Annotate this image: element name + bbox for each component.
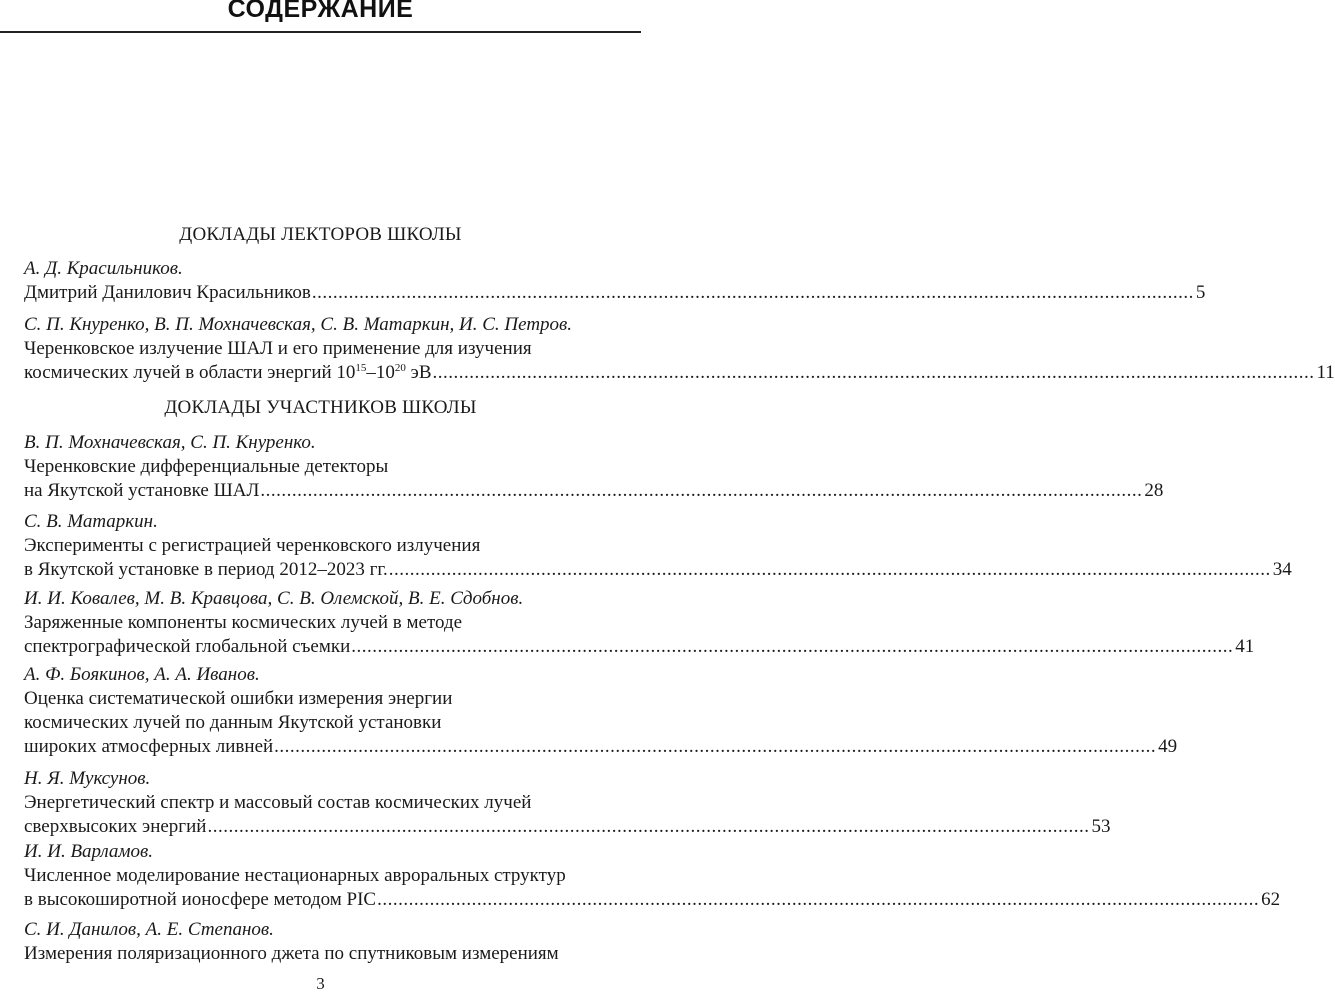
dot-leader: ........................................................................................................................................................................ xyxy=(260,480,1143,501)
dot-leader: ........................................................................................................................................................................ xyxy=(311,282,1194,303)
entry-page-number: 34 xyxy=(1272,559,1292,580)
page-number: 3 xyxy=(316,974,325,993)
entry-title-line: Численное моделирование нестационарных авроральных структур xyxy=(24,865,566,886)
section-title-participants: ДОКЛАДЫ УЧАСТНИКОВ ШКОЛЫ xyxy=(164,397,477,418)
entry-title-line xyxy=(24,888,1281,912)
toc-entry xyxy=(24,510,1292,582)
entry-authors: А. Д. Красильников. xyxy=(24,258,183,279)
dot-leader: ........................................................................................................................................................................ xyxy=(377,889,1260,910)
entry-page-number: 11 xyxy=(1316,362,1335,383)
entry-authors: В. П. Мохначевская, С. П. Кнуренко. xyxy=(24,432,316,453)
toc-entry xyxy=(24,918,616,966)
section-title-lecturers: ДОКЛАДЫ ЛЕКТОРОВ ШКОЛЫ xyxy=(179,224,462,245)
entry-authors: А. Ф. Боякинов, А. А. Иванов. xyxy=(24,664,260,685)
entry-title-line: Эксперименты с регистрацией черенковского излучения xyxy=(24,535,481,556)
entry-title-line: космических лучей по данным Якутской установки xyxy=(24,712,442,733)
entry-page-number: 53 xyxy=(1091,816,1111,837)
header-divider xyxy=(0,31,641,33)
dot-leader: ........................................................................................................................................................................ xyxy=(274,736,1157,757)
entry-title-line: Энергетический спектр и массовый состав космических лучей xyxy=(24,792,532,813)
entry-title-line: Измерения поляризационного джета по спутниковым измерениям xyxy=(24,943,559,964)
energy-exponent: 20 xyxy=(394,362,406,374)
dot-leader: ........................................................................................................................................................................ xyxy=(432,362,1315,383)
entry-title-line xyxy=(24,479,1164,503)
entry-page-number: 62 xyxy=(1261,889,1281,910)
toc-entry xyxy=(24,840,1281,912)
entry-title-line xyxy=(24,281,1206,305)
entry-title-text: космических лучей в области энергий $10^{15}-10^{20}$ эВ xyxy=(24,362,432,383)
dot-leader: ........................................................................................................................................................................ xyxy=(207,816,1090,837)
entry-title-line xyxy=(24,361,1335,385)
entry-authors: С. В. Матаркин. xyxy=(24,511,158,532)
entry-page-number: 41 xyxy=(1235,636,1255,657)
toc-entry xyxy=(24,587,1255,659)
toc-entry xyxy=(24,313,1335,385)
entry-title-text: Дмитрий Данилович Красильников xyxy=(24,282,311,303)
entry-title-text: широких атмосферных ливней xyxy=(24,736,274,757)
toc-entry xyxy=(24,663,1178,759)
toc-entry xyxy=(24,431,1164,503)
entry-title-text: спектрографической глобальной съемки xyxy=(24,636,351,657)
entry-title-text: на Якутской установке ШАЛ xyxy=(24,480,260,501)
entry-authors: Н. Я. Муксунов. xyxy=(24,768,151,789)
entry-title-text: в высокоширотной ионосфере методом PIC xyxy=(24,889,377,910)
entry-title-text: сверхвысоких энергий xyxy=(24,816,207,837)
toc-entry xyxy=(24,767,1111,839)
toc-entry xyxy=(24,257,1206,305)
entry-page-number: 5 xyxy=(1195,282,1206,303)
entry-title-line: Черенковские дифференциальные детекторы xyxy=(24,456,389,477)
dot-leader: ........................................................................................................................................................................ xyxy=(351,636,1234,657)
entry-title-line xyxy=(24,635,1255,659)
energy-exponent: 15 xyxy=(355,362,367,374)
entry-authors: С. П. Кнуренко, В. П. Мохначевская, С. В. Матаркин, И. С. Петров. xyxy=(24,314,573,335)
entry-title-line xyxy=(24,815,1111,839)
entry-authors: И. И. Варламов. xyxy=(24,841,153,862)
entry-title-text: в Якутской установке в период 2012–2023 гг. xyxy=(24,559,388,580)
entry-page-number: 28 xyxy=(1144,480,1164,501)
entry-title-line: Оценка систематической ошибки измерения энергии xyxy=(24,688,453,709)
entry-title-line: Черенковское излучение ШАЛ и его применение для изучения xyxy=(24,338,532,359)
entry-title-line xyxy=(24,735,1178,759)
entry-authors: С. И. Данилов, А. Е. Степанов. xyxy=(24,919,274,940)
entry-title-line xyxy=(24,558,1292,582)
dot-leader: ........................................................................................................................................................................ xyxy=(388,559,1271,580)
entry-authors: И. И. Ковалев, М. В. Кравцова, С. В. Олемской, В. Е. Сдобнов. xyxy=(24,588,524,609)
entry-title-line: Заряженные компоненты космических лучей в методе xyxy=(24,612,463,633)
entry-page-number: 49 xyxy=(1158,736,1178,757)
page-title: СОДЕРЖАНИЕ xyxy=(227,0,414,23)
